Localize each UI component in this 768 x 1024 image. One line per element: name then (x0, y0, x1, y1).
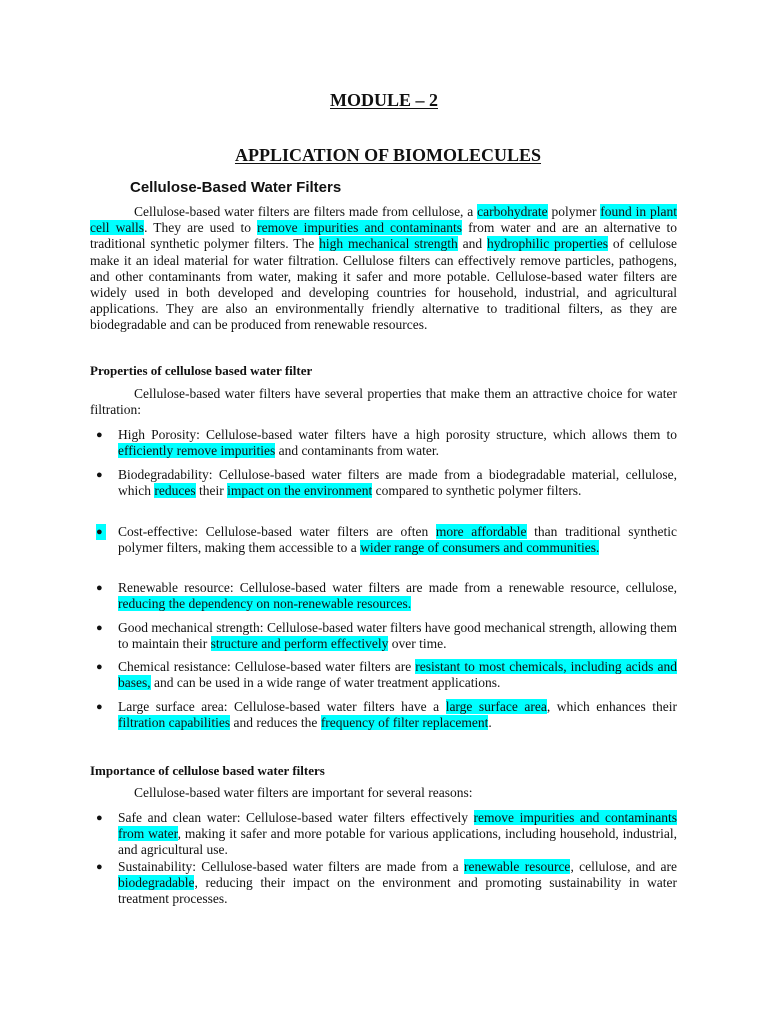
bullet-icon: ● (96, 524, 106, 540)
section-title: Cellulose-Based Water Filters (130, 179, 342, 196)
highlighted-text: remove impurities and contaminants from water (118, 810, 677, 842)
bullet-icon: ● (96, 469, 103, 481)
properties-heading: Properties of cellulose based water filter (90, 363, 313, 378)
text-run: . (488, 715, 492, 731)
list-item-text (118, 524, 677, 556)
list-item-text (118, 699, 677, 731)
text-run: Cellulose-based water filters are filters made from cellulose, a (134, 204, 478, 219)
text-run: their (195, 483, 228, 499)
text-run: High Porosity: Cellulose-based water filters have a high porosity structure, which allows them to (118, 427, 677, 442)
text-run: Safe and clean water: Cellulose-based water filters effectively (118, 810, 474, 825)
text-run: , making it safer and more potable for various applications, including household, industrial, and agricultural use. (118, 826, 677, 858)
properties-intro: Cellulose-based water filters have several properties that make them an attractive choice for water filtration: (90, 386, 677, 418)
text-run: and reduces the (230, 715, 321, 731)
text-run: over time. (388, 636, 447, 652)
text-run: Sustainability: Cellulose-based water filters are made from a (118, 859, 464, 874)
highlighted-text: remove impurities and contaminants (257, 220, 463, 236)
text-run: Biodegradability: Cellulose-based water filters are made from a biodegradable material, cellulose, which (118, 467, 677, 499)
highlighted-text: wider range of consumers and communities. (360, 540, 600, 556)
highlighted-text: found in plant cell walls (90, 204, 677, 236)
text-run: and can be used in a wide range of water treatment applications. (150, 675, 501, 691)
main-title: APPLICATION OF BIOMOLECULES (234, 145, 542, 165)
highlighted-text: large surface area (445, 699, 547, 714)
importance-intro: Cellulose-based water filters are important for several reasons: (134, 785, 473, 800)
highlighted-text: resistant to most chemicals, including acids and bases, (118, 659, 677, 691)
highlighted-text: biodegradable (118, 875, 195, 891)
text-run: , cellulose, and are (570, 859, 678, 874)
text-run: and contaminants from water. (275, 443, 440, 459)
bullet-icon: ● (96, 429, 103, 441)
text-run: and (457, 236, 487, 252)
highlighted-text: efficiently remove impurities (118, 443, 276, 459)
text-run: , reducing their impact on the environment and promoting sustainability in water treatment processes. (118, 875, 677, 907)
bullet-icon: ● (96, 861, 103, 873)
highlighted-text: reduces (154, 483, 196, 499)
text-run: polymer (547, 204, 601, 219)
bullet-icon: ● (96, 701, 103, 713)
highlighted-text: frequency of filter replacement (320, 715, 489, 731)
text-run: . They are used to (144, 220, 258, 236)
text-run: Renewable resource: Cellulose-based water filters are made from a renewable resource, cellulose, (118, 580, 677, 595)
highlighted-text: impact on the environment (227, 483, 373, 499)
highlighted-text: reducing the dependency on non-renewable resources. (118, 596, 412, 612)
text-run: of cellulose make it an ideal material for water filtration. Cellulose filters can effectively remove particles, pathogens, and other contaminants from water, making it safer and more potable. Cellulose-based water filters are widely used in both developed and developing countries for household, industrial, and agricultural applications. They are also an environmentally friendly alternative to traditional filters, as they are biodegradable and can be produced from renewable resources. (90, 236, 677, 333)
list-item-text (118, 467, 677, 499)
list-item-text (118, 810, 677, 859)
bullet-icon: ● (96, 582, 103, 594)
intro-paragraph (90, 204, 677, 334)
text-run: compared to synthetic polymer filters. (372, 483, 582, 499)
text-run: from water and are an alternative to traditional synthetic polymer filters. The (90, 220, 678, 252)
bullet-icon: ● (96, 622, 103, 634)
text-run: Good mechanical strength: Cellulose-based water filters have good mechanical strength, allowing them to maintain their (118, 620, 677, 652)
bullet-icon: ● (96, 661, 103, 673)
module-title: MODULE – 2 (330, 90, 438, 110)
highlighted-text: hydrophilic properties (486, 236, 609, 252)
list-item-text (118, 659, 677, 691)
highlighted-text: more affordable (435, 524, 527, 539)
bullet-icon: ● (96, 812, 103, 824)
list-item-text (118, 859, 677, 908)
highlighted-text: renewable resource (463, 859, 571, 874)
highlighted-text: high mechanical strength (319, 236, 458, 252)
highlighted-text: structure and perform effectively (210, 636, 389, 652)
highlighted-text: carbohydrate (477, 204, 548, 219)
text-run: Large surface area: Cellulose-based water filters have a (118, 699, 446, 714)
text-run: Cost-effective: Cellulose-based water filters are often (118, 524, 436, 539)
text-run: , which enhances their (546, 699, 677, 714)
text-run: Chemical resistance: Cellulose-based water filters are (118, 659, 416, 674)
highlighted-text: filtration capabilities (118, 715, 231, 731)
text-run: than traditional synthetic polymer filters, making them accessible to a (118, 524, 677, 556)
importance-heading: Importance of cellulose based water filters (90, 763, 325, 778)
list-item-text (118, 620, 677, 652)
list-item-text (118, 427, 677, 459)
list-item-text (118, 580, 677, 612)
